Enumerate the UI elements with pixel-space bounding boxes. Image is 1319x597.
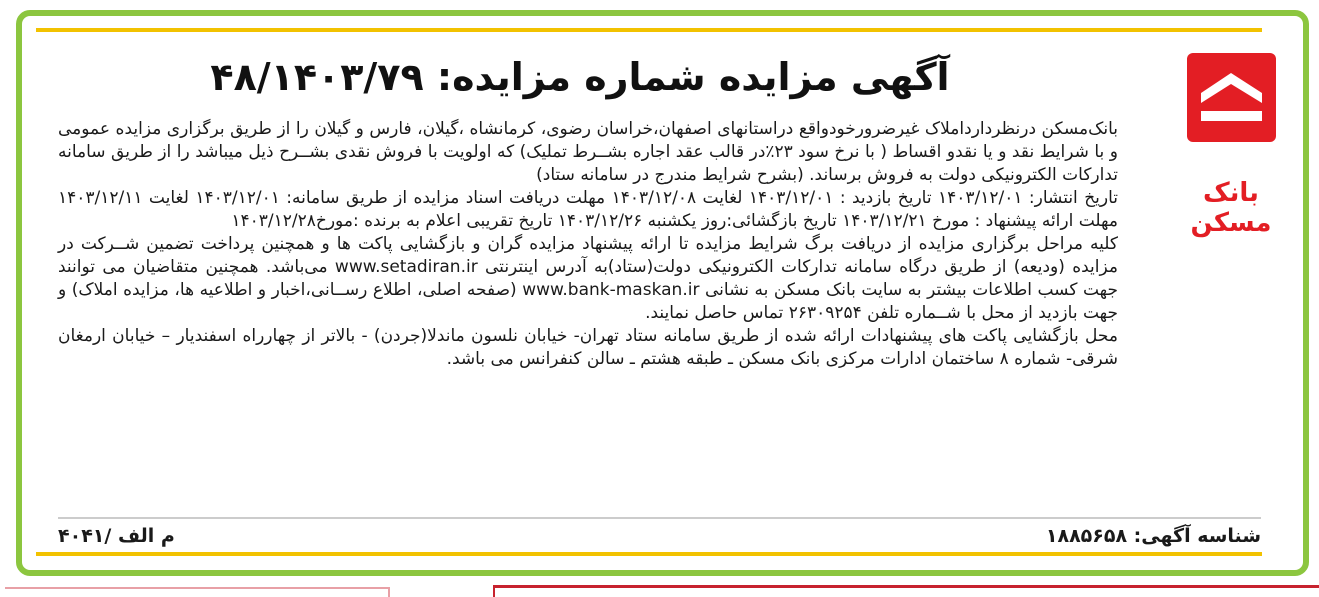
ad-title: آگهی مزایده شماره مزایده: ۴۸/۱۴۰۳/۷۹ (210, 55, 950, 99)
roof-icon (1187, 53, 1276, 142)
ad-code: شناسه آگهی: ۱۸۸۵۶۵۸ (1045, 525, 1261, 547)
paragraph-intro: بانک‌مسکن درنظردارداملاک غیرضرورخودواقع دراستانهای اصفهان،خراسان رضوی، کرمانشاه ،گیلان، فارس و گیلان را از طریق برگزاری مزایده عمومی و با شرایط نقد و یا نقدو اقساط ( با نرخ سود ۲۳٪در قالب عقد اجاره بشــرط تملیک) که اولویت با فروش نقدی بشــرح ذیل میباشد را از طریق سامانه تدارکات الکترونیکی دولت به فروش برساند. (بشرح شرایط مندرج در سامانه ستاد) (58, 119, 1118, 185)
paragraph-dates: تاریخ انتشار: ۱۴۰۳/۱۲/۰۱ تاریخ بازدید : ۱۴۰۳/۱۲/۰۱ لغایت ۱۴۰۳/۱۲/۰۸ مهلت دریافت اسناد مزایده از طریق سامانه: ۱۴۰۳/۱۲/۰۱ لغایت ۱۴۰۳/۱۲/۱۱ مهلت ارائه پیشنهاد : مورخ ۱۴۰۳/۱۲/۲۱ تاریخ بازگشائی:روز یکشنبه ۱۴۰۳/۱۲/۲۶ تاریخ تقریبی اعلام به برنده :مورخ۱۴۰۳/۱۲/۲۸ (58, 188, 1119, 231)
ad-body (58, 118, 1118, 371)
paragraph-process: کلیه مراحل برگزاری مزایده از دریافت برگ شرایط مزایده تا ارائه پیشنهاد مزایده گران و بازگشایی پاکت ها و همچنین پرداخت تضمین شــرکت در مزایده (ودیعه) از طریق درگاه سامانه تدارکات الکترونیکی دولت(ستاد)به آدرس اینترنتی www.setadiran.ir می‌باشد. همچنین متقاضیان می توانند جهت کسب اطلاعات بیشتر به سایت بانک مسکن به نشانی www.bank-maskan.ir (صفحه اصلی، اطلاع رســانی،اخبار و اطلاعیه ها، مزایده املاک) و جهت بازدید از محل با شــماره تلفن ۲۶۳۰۹۲۵۴ تماس حاصل نمایند. (58, 234, 1119, 323)
ad-footer (58, 517, 1261, 549)
ad-ref: م الف /۴۰۴۱ (58, 525, 175, 547)
next-ad-border-left (5, 587, 390, 597)
paragraph-location: محل بازگشایی پاکت های پیشنهادات ارائه شده از طریق سامانه ستاد تهران- خیابان نلسون ماندلا(جردن) - بالاتر از چهارراه اسفندیار – خیابان ارمغان شرقی- شماره ۸ ساختمان ادارات مرکزی بانک مسکن ـ طبقه هشتم ـ سالن کنفرانس می باشد. (58, 326, 1118, 369)
bank-logo-text: بانک مسکن (1190, 178, 1272, 238)
next-ad-border-right (493, 585, 1319, 597)
bank-maskan-logo (1187, 53, 1276, 142)
